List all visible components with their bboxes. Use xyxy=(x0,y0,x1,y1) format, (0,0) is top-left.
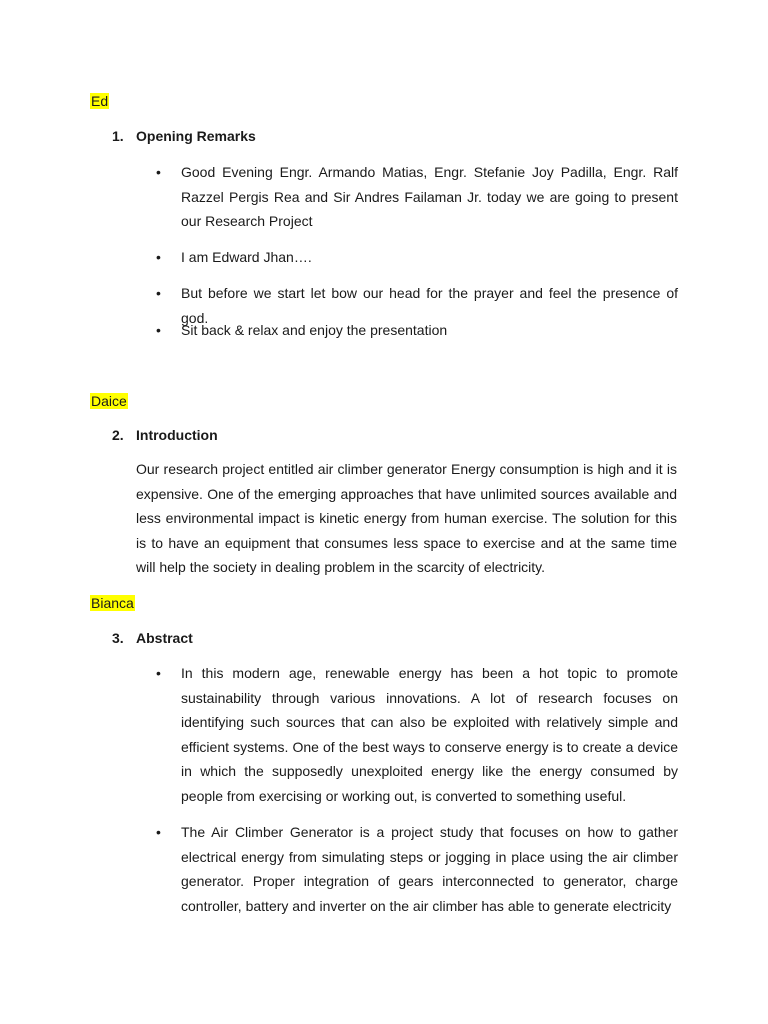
bullet-text: In this modern age, renewable energy has been a hot topic to promote sustainability through various innovations. A lot of research focuses on identifying such sources that can also be exploited with relatively simple and efficient systems. One of the best ways to conserve energy is to create a device in which the supposedly unexploited energy like the energy consumed by people from exercising or working out, is converted to something useful. xyxy=(181,665,678,804)
bullet-item xyxy=(156,661,678,808)
speaker-highlight: Bianca xyxy=(91,595,134,611)
section-title: Opening Remarks xyxy=(136,128,256,144)
speaker-label-bianca xyxy=(90,594,135,612)
section-heading-introduction xyxy=(112,426,218,444)
bullet-dot: • xyxy=(156,249,161,265)
bullet-text: The Air Climber Generator is a project study that focuses on how to gather electrical energy from simulating steps or jogging in place using the air climber generator. Proper integration of gears interconnected to generator, charge controller, battery and inverter on the air climber has able to generate electricity xyxy=(181,824,678,914)
section-number: 1. xyxy=(112,128,124,144)
bullet-dot: • xyxy=(156,322,161,338)
bullet-dot: • xyxy=(156,824,161,840)
bullet-text: I am Edward Jhan…. xyxy=(181,249,312,265)
introduction-paragraph: Our research project entitled air climber generator Energy consumption is high and it is expensive. One of the emerging approaches that have unlimited sources available and less environmental impact is kinetic energy from human exercise. The solution for this is to have an equipment that consumes less space to exercise and at the same time will help the society in dealing problem in the scarcity of electricity. xyxy=(136,461,677,575)
speaker-label-ed xyxy=(90,92,109,110)
section-heading-abstract xyxy=(112,629,193,647)
bullet-item xyxy=(156,820,678,918)
section-number: 2. xyxy=(112,427,124,443)
bullet-item xyxy=(156,318,678,343)
section-title: Abstract xyxy=(136,630,193,646)
bullet-dot: • xyxy=(156,665,161,681)
section-heading-opening-remarks xyxy=(112,127,256,145)
speaker-highlight: Daice xyxy=(91,393,127,409)
section-number: 3. xyxy=(112,630,124,646)
speaker-label-daice xyxy=(90,392,128,410)
bullet-text: Good Evening Engr. Armando Matias, Engr. Stefanie Joy Padilla, Engr. Ralf Razzel Pergis Rea and Sir Andres Failaman Jr. today we are going to present our Research Project xyxy=(181,164,678,229)
speaker-highlight: Ed xyxy=(91,93,109,109)
bullet-text: Sit back & relax and enjoy the presentation xyxy=(181,322,448,338)
section-title: Introduction xyxy=(136,427,218,443)
bullet-item xyxy=(156,160,678,234)
bullet-dot: • xyxy=(156,164,161,180)
bullet-text: But before we start let bow our head for the prayer and feel the presence of god. xyxy=(181,285,678,326)
bullet-dot: • xyxy=(156,285,161,301)
bullet-item xyxy=(156,245,678,270)
